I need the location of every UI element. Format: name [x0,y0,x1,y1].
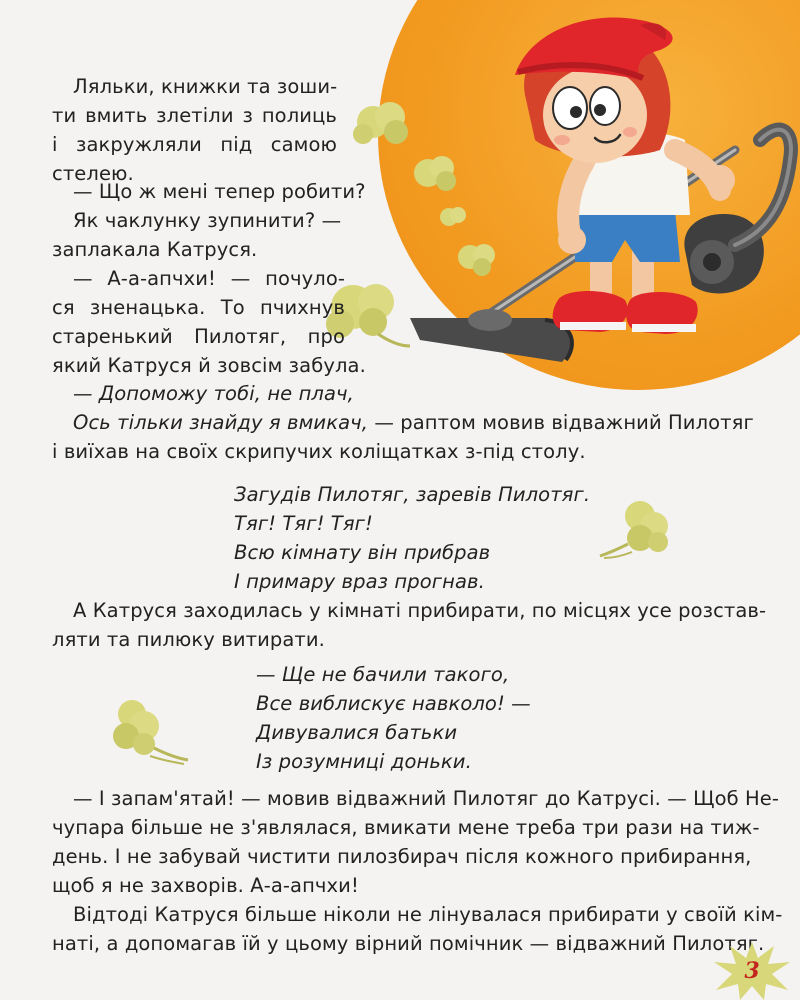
text-line: Як чаклунку зупинити? — [73,209,342,232]
text-line: щоб я не захворів. А-а-апчхи! [52,874,359,897]
text-line: і закружляли під самою [52,133,337,156]
dust-cloud-icon [437,203,469,231]
text-line: — І запам'ятай! — мовив відважний Пилотяг до Катрусі. — Щоб Не- [73,787,780,810]
dust-cloud-icon [104,694,190,766]
poem-line: Із розумниці доньки. [256,750,472,773]
text-line: ся зненацька. То пчихнув [52,296,345,319]
text-line: який Катруся й зовсім забула. [52,354,366,377]
text-line: заплакала Катруся. [52,238,258,261]
paragraph-2 [52,177,373,264]
dust-cloud-icon [406,148,466,198]
paragraph-6 [52,784,780,900]
poem-line: — Ще не бачили такого, [256,663,510,686]
paragraph-3 [52,264,366,380]
poem-line: Тяг! Тяг! Тяг! [234,512,373,535]
text-line: Відтоді Катруся більше ніколи не лінувалася прибирати у своїй кім- [73,903,783,926]
poem-line: Всю кімнату він прибрав [234,541,491,564]
text-line: — А-а-апчхи! — почуло- [73,267,345,290]
text-line: чупара більше не з'являлася, вмикати мене треба три рази на тиж- [52,816,760,839]
text-line: і виїхав на своїх скрипучих коліщатках з-під столу. [52,440,586,463]
paragraph-4 [52,379,773,466]
italic-rhyme: Ось тільки знайду я вмикач, [73,411,369,434]
paragraph-1 [52,72,338,188]
poem-1 [234,480,634,596]
paragraph-7 [52,900,783,958]
poem-line: Загудів Пилотяг, заревів Пилотяг. [234,483,591,506]
text-line: наті, а допомагав їй у цьому вірний помічник — відважний Пилотяг. [52,932,765,955]
text-line: ляти та пилюку витирати. [52,628,325,651]
text-line: — Що ж мені тепер робити? [73,180,366,203]
poem-line: Дивувалися батьки [256,721,458,744]
text-line: старенький Пилотяг, про [52,325,345,348]
poem-2 [256,660,656,776]
text-line: ти вмить злетіли з полиць [52,104,337,127]
text-line: Ляльки, книжки та зоши- [73,75,338,98]
page-number: 3 [744,958,760,984]
text-line: стелею. [52,162,134,185]
text-line: день. І не забувай чистити пилозбирач після кожного прибирання, [52,845,752,868]
paragraph-5 [52,596,767,654]
text-line-rest: — раптом мовив відважний Пилотяг [368,411,754,434]
dust-cloud-icon [452,237,502,279]
dust-cloud-icon [348,92,418,152]
text-line: — Допоможу тобі, не плач, [73,382,354,405]
text-line [73,408,773,437]
poem-line: І примару враз прогнав. [234,570,485,593]
text-line: А Катруся заходилась у кімнаті прибирати, по місцях усе розстав- [73,599,767,622]
poem-line: Все виблискує навколо! — [256,692,531,715]
